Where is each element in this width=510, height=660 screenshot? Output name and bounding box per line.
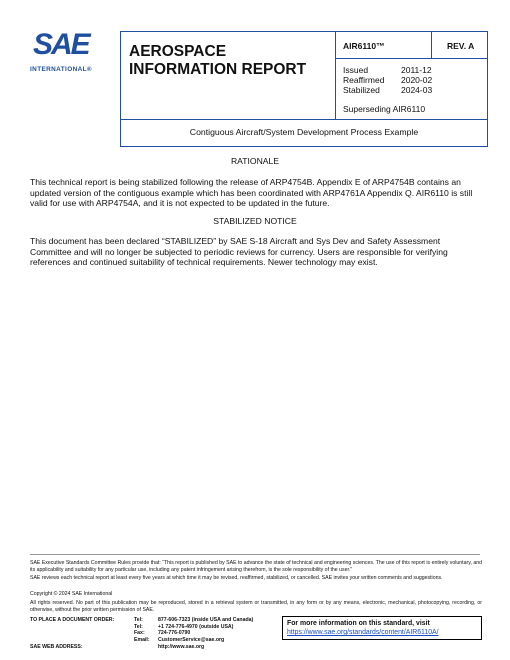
- logo-mark: SAE: [33, 28, 89, 61]
- contact-key: Tel:: [134, 617, 143, 623]
- copyright: Copyright © 2024 SAE International: [30, 591, 113, 597]
- rights-notice: All rights reserved. No part of this publication may be reproduced, stored in a retrieval system or transmitted, in any form or by any means, electronic, mechanical, photocopying, recording, or otherwise, without the prior written permission of SAE.: [30, 600, 482, 613]
- revision-label: REV. A: [447, 41, 475, 51]
- document-header: [120, 31, 488, 147]
- date-label: Stabilized: [343, 85, 380, 95]
- logo-subtitle: INTERNATIONAL®: [30, 66, 93, 73]
- header-divider: [335, 58, 488, 59]
- committee-rules: SAE Executive Standards Committee Rules provide that: “This report is published by SAE to advance the state of technical and engineering sciences. The use of this report is entirely voluntary, and its applicability and suitability for any particular use, including any patent infringement arising therefrom, is the sole responsibility of the user.”: [30, 560, 482, 573]
- sae-logo: [30, 30, 110, 76]
- order-label: TO PLACE A DOCUMENT ORDER:: [30, 617, 115, 623]
- rationale-text: This technical report is being stabilized following the release of ARP4754B. Appendix E of ARP4754B contains an updated version of the contiguous example which has been coordinated with ARP4761A Appendix Q. AIR6110 is still valid for use with ARP4754A, and it is not expected to be updated in the future.: [30, 177, 473, 209]
- web-label: SAE WEB ADDRESS:: [30, 644, 83, 651]
- date-value: 2020-02: [401, 75, 433, 85]
- date-label: Reaffirmed: [343, 75, 385, 85]
- standard-link[interactable]: https://www.sae.org/standards/content/AIR6110A/: [287, 629, 439, 636]
- date-row: [343, 75, 463, 85]
- more-info-title: For more information on this standard, visit: [287, 620, 430, 627]
- rationale-heading: RATIONALE: [230, 156, 280, 166]
- review-note: SAE reviews each technical report at least every five years at which time it may be revised, reaffirmed, stabilized, or cancelled. SAE invites your written comments and suggestions.: [30, 575, 443, 581]
- phone-number[interactable]: +1 724-776-4970 (outside USA): [158, 623, 234, 630]
- date-list: [343, 65, 463, 95]
- date-row: [343, 85, 463, 95]
- header-divider: [121, 119, 487, 120]
- phone-number[interactable]: 877-606-7323 (inside USA and Canada): [158, 617, 254, 623]
- email-link[interactable]: CustomerService@sae.org: [158, 636, 225, 643]
- header-divider: [431, 32, 432, 58]
- more-info-box: [282, 616, 482, 640]
- document-number: AIR6110™: [343, 41, 385, 51]
- contact-key: Fax:: [134, 630, 145, 637]
- fax-number: 724-776-0790: [158, 630, 191, 637]
- superseding-note: Superseding AIR6110: [343, 104, 426, 114]
- date-label: Issued: [343, 65, 369, 75]
- date-value: 2024-03: [401, 85, 433, 95]
- date-value: 2011-12: [401, 65, 432, 75]
- document-type: AEROSPACE INFORMATION REPORT: [129, 43, 307, 78]
- web-link[interactable]: http://www.sae.org: [158, 644, 205, 651]
- footer-divider: [30, 554, 480, 555]
- header-divider: [335, 32, 336, 119]
- stabilized-text: This document has been declared “STABILIZED” by SAE S-18 Aircraft and Sys Dev and Safety Assessment Committee and will no longer be subjected to periodic reviews for currency. Users are responsible for verifying references and continued suitability of technical requirements. Newer technology may exist.: [30, 236, 448, 268]
- document-title: Contiguous Aircraft/System Development Process Example: [189, 127, 419, 137]
- contact-key: Email:: [134, 636, 150, 643]
- contact-key: Tel:: [134, 623, 143, 630]
- stabilized-heading: STABILIZED NOTICE: [213, 216, 297, 226]
- date-row: [343, 65, 463, 75]
